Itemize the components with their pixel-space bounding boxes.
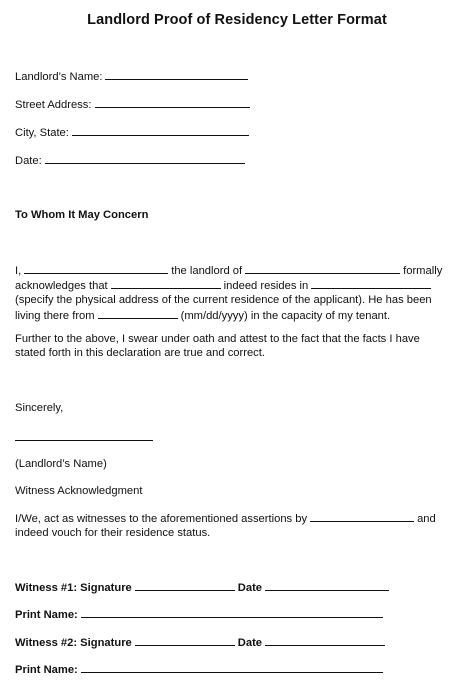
witness-1-row xyxy=(15,580,392,595)
witness-2-signature-blank[interactable] xyxy=(135,635,235,646)
text-witness-assertion: I/We, act as witnesses to the aforementioned assertions by xyxy=(15,513,308,525)
oath-line-2: stated forth in this declaration are true and correct. xyxy=(15,347,265,360)
street-address-field xyxy=(15,97,253,112)
witness-2-date-label: Date xyxy=(237,637,263,649)
landlord-signature-line[interactable] xyxy=(15,440,153,441)
text-formally: formally xyxy=(403,265,443,277)
witness-1-print-row xyxy=(15,607,386,622)
witness-heading: Witness Acknowledgment xyxy=(15,485,143,497)
text-and: and xyxy=(417,513,436,525)
witness-1-date-label: Date xyxy=(237,582,263,594)
declarant-name-blank[interactable] xyxy=(310,511,414,522)
text-landlord-of: the landlord of xyxy=(171,265,243,277)
closing: Sincerely, xyxy=(15,402,64,414)
salutation: To Whom It May Concern xyxy=(15,209,149,221)
landlord-name-caption: (Landlord’s Name) xyxy=(15,458,107,470)
witness-1-print-label: Print Name: xyxy=(15,609,78,621)
witness-line-1 xyxy=(15,511,463,526)
witness-paragraph xyxy=(15,511,463,540)
witness-line-2: indeed vouch for their residence status. xyxy=(15,527,211,540)
witness-1-signature-label: Witness #1: Signature xyxy=(15,582,132,594)
city-state-blank[interactable] xyxy=(72,125,249,136)
text-i: I, xyxy=(15,265,22,277)
property-blank[interactable] xyxy=(245,263,400,274)
tenant-name-blank[interactable] xyxy=(24,263,168,274)
witness-1-signature-blank[interactable] xyxy=(135,580,235,591)
street-address-blank[interactable] xyxy=(95,97,250,108)
landlord-name-label: Landlord’s Name: xyxy=(15,71,103,83)
witness-2-row xyxy=(15,635,388,650)
street-address-label: Street Address: xyxy=(15,99,92,111)
witness-1-print-blank[interactable] xyxy=(81,607,383,618)
text-acknowledges: acknowledges that xyxy=(15,280,108,293)
landlord-name-field xyxy=(15,69,251,84)
page-title: Landlord Proof of Residency Letter Format xyxy=(87,12,387,28)
landlord-name-blank[interactable] xyxy=(105,69,248,80)
oath-paragraph xyxy=(15,332,463,360)
applicant-name-blank[interactable] xyxy=(111,278,221,289)
paragraph-line-4 xyxy=(15,308,463,323)
witness-2-print-blank[interactable] xyxy=(81,662,383,673)
text-living-from: living there from xyxy=(15,309,95,322)
residence-blank[interactable] xyxy=(311,278,431,289)
city-state-field xyxy=(15,125,252,140)
date-blank[interactable] xyxy=(45,153,245,164)
date-label: Date: xyxy=(15,155,42,167)
text-date-format: (mm/dd/yyyy) in the capacity of my tenant. xyxy=(180,309,391,322)
date-field xyxy=(15,153,248,168)
paragraph-line-1 xyxy=(15,263,463,278)
start-date-blank[interactable] xyxy=(98,308,178,319)
witness-1-date-blank[interactable] xyxy=(265,580,389,591)
paragraph-line-3: (specify the physical address of the current residence of the applicant). He has been xyxy=(15,294,432,307)
text-resides-in: indeed resides in xyxy=(223,280,309,293)
city-state-label: City, State: xyxy=(15,127,69,139)
paragraph-line-2 xyxy=(15,278,463,293)
oath-line-1: Further to the above, I swear under oath and attest to the fact that the facts I have xyxy=(15,333,420,345)
witness-2-signature-label: Witness #2: Signature xyxy=(15,637,132,649)
witness-2-print-row xyxy=(15,662,386,677)
declaration-paragraph xyxy=(15,263,463,323)
witness-2-date-blank[interactable] xyxy=(265,635,385,646)
witness-2-print-label: Print Name: xyxy=(15,664,78,676)
